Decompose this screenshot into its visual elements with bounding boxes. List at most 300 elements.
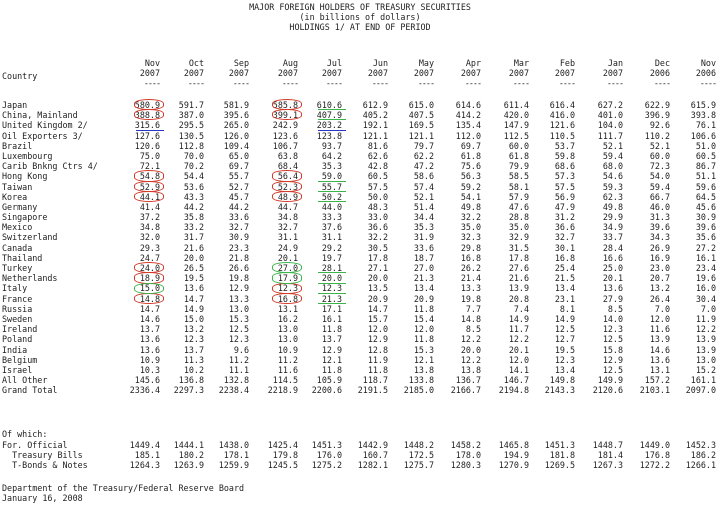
table-cell: 11.8 xyxy=(321,364,342,375)
table-cell: 2143.3 xyxy=(544,385,575,396)
table-cell: 12.2 xyxy=(695,324,716,335)
table-cell: 16.1 xyxy=(321,313,342,324)
table-cell: 52.3 xyxy=(277,181,298,192)
table-row xyxy=(0,141,720,151)
table-cell: 12.3 xyxy=(277,283,298,294)
row-label: Brazil xyxy=(2,140,33,151)
table-cell: 13.0 xyxy=(695,354,716,365)
release-date: January 16, 2008 xyxy=(2,493,83,503)
table-cell: 32.9 xyxy=(508,232,529,243)
table-cell: 178.1 xyxy=(223,450,249,461)
table-cell: 112.0 xyxy=(455,130,481,141)
table-cell: 52.7 xyxy=(228,181,249,192)
column-header-rule: ---- xyxy=(606,78,623,88)
column-header-year: 2007 xyxy=(367,68,388,78)
green-underline-annotation xyxy=(318,201,346,202)
table-cell: 12.9 xyxy=(602,354,623,365)
column-header xyxy=(531,58,575,88)
green-underline-annotation xyxy=(318,109,346,110)
row-label: For. Official xyxy=(2,440,68,450)
table-cell: 44.7 xyxy=(277,201,298,212)
table-cell: 147.9 xyxy=(503,120,529,131)
column-header-rule: ---- xyxy=(232,78,249,88)
blue-underline-annotation xyxy=(136,130,164,131)
table-row xyxy=(0,192,720,202)
table-cell: 133.8 xyxy=(408,375,434,386)
table-cell: 242.9 xyxy=(272,120,298,131)
row-label: China, Mainland xyxy=(2,110,78,121)
table-row xyxy=(0,120,720,130)
green-underline-annotation xyxy=(318,272,346,273)
table-cell: 585.8 xyxy=(272,100,298,110)
table-cell: 11.8 xyxy=(413,334,434,345)
row-label: Mexico xyxy=(2,222,33,233)
table-cell: 17.8 xyxy=(508,252,529,263)
table-cell: 28.1 xyxy=(321,263,342,273)
table-cell: 32.7 xyxy=(554,232,575,243)
table-cell: 30.1 xyxy=(554,242,575,253)
table-cell: 2297.3 xyxy=(173,385,204,396)
table-cell: 43.3 xyxy=(183,191,204,202)
column-header-year: 2007 xyxy=(183,68,204,78)
table-cell: 33.6 xyxy=(413,242,434,253)
table-cell: 33.2 xyxy=(183,222,204,233)
row-label: Taiwan xyxy=(2,181,33,192)
table-cell: 23.4 xyxy=(695,263,716,273)
table-cell: 21.3 xyxy=(413,273,434,284)
table-cell: 14.1 xyxy=(508,364,529,375)
table-cell: 60.0 xyxy=(649,150,670,161)
table-cell: 33.0 xyxy=(367,212,388,223)
table-cell: 20.9 xyxy=(367,293,388,304)
row-label: Italy xyxy=(2,283,28,294)
report-subtitle: HOLDINGS 1/ AT END OF PERIOD xyxy=(289,22,431,32)
table-cell: 178.0 xyxy=(455,450,481,461)
table-cell: 13.8 xyxy=(413,364,434,375)
table-cell: 11.2 xyxy=(277,354,298,365)
table-cell: 111.7 xyxy=(597,130,623,141)
table-cell: 130.5 xyxy=(178,130,204,141)
table-cell: 32.7 xyxy=(277,222,298,233)
table-cell: 24.0 xyxy=(139,263,160,273)
table-cell: 123.8 xyxy=(316,130,342,141)
table-cell: 12.5 xyxy=(602,364,623,375)
column-header-month: May xyxy=(418,58,434,68)
table-cell: 49.8 xyxy=(602,201,623,212)
table-cell: 21.4 xyxy=(460,273,481,284)
table-cell: 121.6 xyxy=(549,120,575,131)
table-row xyxy=(0,440,720,450)
table-cell: 13.9 xyxy=(649,334,670,345)
table-row xyxy=(0,110,720,120)
table-cell: 192.1 xyxy=(362,120,388,131)
column-header xyxy=(390,58,434,88)
table-cell: 54.8 xyxy=(139,171,160,182)
table-cell: 26.5 xyxy=(183,263,204,273)
table-row xyxy=(0,263,720,273)
table-cell: 49.8 xyxy=(460,201,481,212)
column-header-month: Apr xyxy=(465,58,481,68)
table-cell: 13.4 xyxy=(554,364,575,375)
table-cell: 47.9 xyxy=(554,201,575,212)
table-cell: 27.1 xyxy=(367,263,388,273)
table-cell: 393.8 xyxy=(690,110,716,121)
table-cell: 79.9 xyxy=(508,161,529,172)
column-header xyxy=(626,58,670,88)
table-cell: 34.3 xyxy=(649,232,670,243)
table-cell: 13.1 xyxy=(649,364,670,375)
table-row xyxy=(0,243,720,253)
column-header xyxy=(116,58,160,88)
table-cell: 121.1 xyxy=(408,130,434,141)
table-cell: 50.2 xyxy=(321,191,342,202)
table-cell: 1272.2 xyxy=(639,460,670,471)
table-cell: 169.5 xyxy=(408,120,434,131)
column-header xyxy=(344,58,388,88)
table-cell: 13.4 xyxy=(413,283,434,294)
table-cell: 179.8 xyxy=(272,450,298,461)
column-header-month: Jan xyxy=(607,58,623,68)
table-cell: 401.0 xyxy=(597,110,623,121)
column-header-year: 2007 xyxy=(508,68,529,78)
table-cell: 29.3 xyxy=(139,242,160,253)
table-cell: 160.7 xyxy=(362,450,388,461)
table-cell: 610.6 xyxy=(316,100,342,110)
table-cell: 14.6 xyxy=(139,313,160,324)
table-row xyxy=(0,385,720,395)
table-cell: 54.4 xyxy=(183,171,204,182)
table-cell: 11.6 xyxy=(649,324,670,335)
table-cell: 64.2 xyxy=(321,150,342,161)
column-header xyxy=(254,58,298,88)
table-cell: 32.2 xyxy=(460,212,481,223)
column-header-rule: ---- xyxy=(143,78,160,88)
table-cell: 50.0 xyxy=(367,191,388,202)
table-cell: 17.8 xyxy=(367,252,388,263)
table-cell: 110.5 xyxy=(549,130,575,141)
column-header-rule: ---- xyxy=(653,78,670,88)
table-cell: 11.8 xyxy=(321,324,342,335)
table-cell: 21.6 xyxy=(508,273,529,284)
table-cell: 105.9 xyxy=(316,375,342,386)
table-row xyxy=(0,232,720,242)
table-cell: 14.6 xyxy=(649,344,670,355)
table-row xyxy=(0,100,720,110)
table-cell: 51.1 xyxy=(695,171,716,182)
table-cell: 20.1 xyxy=(602,273,623,284)
table-cell: 11.3 xyxy=(183,354,204,365)
green-underline-annotation xyxy=(318,191,346,192)
row-label: Sweden xyxy=(2,313,33,324)
table-cell: 33.3 xyxy=(321,212,342,223)
table-cell: 53.6 xyxy=(183,181,204,192)
table-cell: 68.6 xyxy=(554,161,575,172)
column-header-year: 2006 xyxy=(695,68,716,78)
table-cell: 14.7 xyxy=(183,293,204,304)
column-header xyxy=(437,58,481,88)
table-cell: 13.2 xyxy=(649,283,670,294)
table-cell: 407.9 xyxy=(316,110,342,121)
table-cell: 16.9 xyxy=(649,252,670,263)
table-cell: 581.9 xyxy=(223,100,249,110)
table-cell: 16.1 xyxy=(695,252,716,263)
report-title: MAJOR FOREIGN HOLDERS OF TREASURY SECURITIES xyxy=(249,2,471,12)
table-cell: 1438.0 xyxy=(218,440,249,450)
row-label: Israel xyxy=(2,364,33,375)
table-cell: 11.8 xyxy=(367,364,388,375)
table-cell: 64.5 xyxy=(695,191,716,202)
table-cell: 123.6 xyxy=(272,130,298,141)
column-header-rule: ---- xyxy=(699,78,716,88)
table-cell: 56.4 xyxy=(277,171,298,182)
table-cell: 11.1 xyxy=(228,364,249,375)
table-cell: 580.9 xyxy=(134,100,160,110)
table-cell: 611.4 xyxy=(503,100,529,110)
table-cell: 2097.0 xyxy=(685,385,716,396)
table-row xyxy=(0,375,720,385)
row-label: Carib Bnkng Ctrs 4/ xyxy=(2,161,98,172)
table-cell: 29.8 xyxy=(460,242,481,253)
table-cell: 24.7 xyxy=(139,252,160,263)
table-cell: 47.6 xyxy=(508,201,529,212)
table-cell: 13.9 xyxy=(695,344,716,355)
table-cell: 13.0 xyxy=(277,324,298,335)
table-cell: 1465.8 xyxy=(498,440,529,450)
table-cell: 12.0 xyxy=(649,313,670,324)
table-cell: 81.6 xyxy=(367,140,388,151)
table-cell: 32.0 xyxy=(139,232,160,243)
table-cell: 69.7 xyxy=(228,161,249,172)
table-cell: 39.6 xyxy=(695,222,716,233)
table-cell: 11.6 xyxy=(277,364,298,375)
table-cell: 58.1 xyxy=(508,181,529,192)
table-cell: 14.9 xyxy=(508,313,529,324)
table-cell: 23.0 xyxy=(649,263,670,273)
table-cell: 27.2 xyxy=(695,242,716,253)
table-cell: 48.3 xyxy=(367,201,388,212)
row-label: Luxembourg xyxy=(2,150,53,161)
row-label: All Other xyxy=(2,375,48,386)
table-row xyxy=(0,345,720,355)
report-units: (in billions of dollars) xyxy=(299,12,421,22)
table-cell: 1267.3 xyxy=(592,460,623,471)
table-cell: 15.2 xyxy=(695,364,716,375)
table-row xyxy=(0,283,720,293)
table-cell: 15.8 xyxy=(602,344,623,355)
table-row xyxy=(0,182,720,192)
table-cell: 106.6 xyxy=(690,130,716,141)
table-cell: 388.8 xyxy=(134,110,160,121)
table-cell: 186.2 xyxy=(690,450,716,461)
table-cell: 72.1 xyxy=(139,161,160,172)
table-cell: 1269.5 xyxy=(544,460,575,471)
table-cell: 26.4 xyxy=(649,293,670,304)
table-cell: 19.8 xyxy=(460,293,481,304)
table-cell: 295.5 xyxy=(178,120,204,131)
table-cell: 145.6 xyxy=(134,375,160,386)
row-label: Thailand xyxy=(2,252,43,263)
row-label: Treasury Bills xyxy=(2,450,83,461)
table-cell: 399.1 xyxy=(272,110,298,121)
table-cell: 13.9 xyxy=(695,334,716,345)
column-header-rule: ---- xyxy=(371,78,388,88)
table-cell: 32.3 xyxy=(460,232,481,243)
holdings-table xyxy=(0,100,720,395)
table-cell: 23.1 xyxy=(554,293,575,304)
table-cell: 92.6 xyxy=(649,120,670,131)
green-underline-annotation xyxy=(318,303,346,304)
table-cell: 25.0 xyxy=(602,263,623,273)
table-cell: 66.7 xyxy=(649,191,670,202)
table-cell: 2103.1 xyxy=(639,385,670,396)
table-row xyxy=(0,253,720,263)
table-cell: 33.7 xyxy=(602,232,623,243)
table-cell: 54.0 xyxy=(649,171,670,182)
row-label: Poland xyxy=(2,334,33,345)
table-cell: 31.3 xyxy=(649,212,670,223)
table-cell: 47.2 xyxy=(413,161,434,172)
row-label: Hong Kong xyxy=(2,171,48,182)
table-cell: 32.7 xyxy=(228,222,249,233)
table-cell: 12.9 xyxy=(228,283,249,294)
column-header-rule: ---- xyxy=(325,78,342,88)
column-header-year: 2007 xyxy=(277,68,298,78)
table-cell: 176.0 xyxy=(316,450,342,461)
green-underline-annotation xyxy=(318,181,346,182)
table-cell: 7.0 xyxy=(654,303,670,314)
table-cell: 13.3 xyxy=(460,283,481,294)
table-cell: 20.1 xyxy=(277,252,298,263)
blue-underline-annotation xyxy=(318,130,346,131)
table-cell: 93.7 xyxy=(321,140,342,151)
table-cell: 14.8 xyxy=(139,293,160,304)
table-row xyxy=(0,212,720,222)
row-label: Canada xyxy=(2,242,33,253)
table-cell: 13.6 xyxy=(649,354,670,365)
table-cell: 31.2 xyxy=(554,212,575,223)
table-cell: 57.9 xyxy=(508,191,529,202)
table-cell: 59.3 xyxy=(602,181,623,192)
row-label: T-Bonds & Notes xyxy=(2,460,88,471)
column-header xyxy=(485,58,529,88)
table-cell: 62.3 xyxy=(602,191,623,202)
table-cell: 1442.9 xyxy=(357,440,388,450)
table-cell: 591.7 xyxy=(178,100,204,110)
table-cell: 18.9 xyxy=(139,273,160,284)
table-cell: 56.9 xyxy=(554,191,575,202)
table-cell: 24.9 xyxy=(277,242,298,253)
row-label: Grand Total xyxy=(2,385,58,396)
table-cell: 135.4 xyxy=(455,120,481,131)
table-cell: 13.0 xyxy=(228,303,249,314)
table-cell: 35.8 xyxy=(183,212,204,223)
table-cell: 614.6 xyxy=(455,100,481,110)
column-header-month: Nov xyxy=(700,58,716,68)
table-cell: 36.6 xyxy=(554,222,575,233)
table-row xyxy=(0,314,720,324)
table-cell: 7.4 xyxy=(513,303,529,314)
table-cell: 8.1 xyxy=(559,303,575,314)
table-cell: 35.6 xyxy=(695,232,716,243)
table-cell: 29.9 xyxy=(602,212,623,223)
column-header-rule: ---- xyxy=(187,78,204,88)
table-cell: 27.9 xyxy=(602,293,623,304)
table-cell: 13.4 xyxy=(554,283,575,294)
row-label: Germany xyxy=(2,201,38,212)
table-cell: 15.4 xyxy=(413,313,434,324)
table-cell: 29.2 xyxy=(321,242,342,253)
table-cell: 69.7 xyxy=(460,140,481,151)
table-cell: 10.3 xyxy=(139,364,160,375)
table-cell: 26.6 xyxy=(228,263,249,273)
table-row xyxy=(0,171,720,181)
table-cell: 414.2 xyxy=(455,110,481,121)
table-cell: 13.2 xyxy=(183,324,204,335)
table-cell: 59.6 xyxy=(695,181,716,192)
table-cell: 2185.0 xyxy=(403,385,434,396)
table-cell: 10.2 xyxy=(183,364,204,375)
table-cell: 48.9 xyxy=(277,191,298,202)
table-row xyxy=(0,151,720,161)
table-cell: 17.1 xyxy=(321,303,342,314)
table-cell: 20.0 xyxy=(183,252,204,263)
table-cell: 65.0 xyxy=(228,150,249,161)
table-cell: 627.2 xyxy=(597,100,623,110)
table-cell: 45.7 xyxy=(228,191,249,202)
table-cell: 19.6 xyxy=(695,273,716,284)
table-cell: 23.3 xyxy=(228,242,249,253)
table-cell: 121.1 xyxy=(362,130,388,141)
table-cell: 34.8 xyxy=(277,212,298,223)
table-cell: 45.6 xyxy=(695,201,716,212)
table-cell: 1280.3 xyxy=(450,460,481,471)
row-label: United Kingdom 2/ xyxy=(2,120,88,131)
table-cell: 60.5 xyxy=(367,171,388,182)
table-cell: 54.6 xyxy=(602,171,623,182)
table-cell: 12.1 xyxy=(321,354,342,365)
table-cell: 13.6 xyxy=(183,283,204,294)
table-row xyxy=(0,365,720,375)
table-row xyxy=(0,450,720,460)
table-cell: 59.2 xyxy=(460,181,481,192)
row-label: Belgium xyxy=(2,354,38,365)
table-cell: 44.0 xyxy=(321,201,342,212)
table-cell: 31.1 xyxy=(277,232,298,243)
row-label: Oil Exporters 3/ xyxy=(2,130,83,141)
table-cell: 616.4 xyxy=(549,100,575,110)
table-cell: 11.9 xyxy=(695,313,716,324)
table-cell: 37.2 xyxy=(139,212,160,223)
table-cell: 387.0 xyxy=(178,110,204,121)
table-cell: 2218.9 xyxy=(267,385,298,396)
table-cell: 60.0 xyxy=(508,140,529,151)
table-cell: 12.9 xyxy=(321,344,342,355)
table-cell: 52.1 xyxy=(413,191,434,202)
table-cell: 180.2 xyxy=(178,450,204,461)
table-cell: 13.7 xyxy=(321,334,342,345)
table-cell: 13.6 xyxy=(139,344,160,355)
table-cell: 55.7 xyxy=(321,181,342,192)
table-cell: 12.0 xyxy=(413,324,434,335)
table-cell: 14.9 xyxy=(183,303,204,314)
table-cell: 2166.7 xyxy=(450,385,481,396)
table-cell: 1259.9 xyxy=(218,460,249,471)
table-cell: 12.1 xyxy=(413,354,434,365)
column-header-rule: ---- xyxy=(558,78,575,88)
table-cell: 315.6 xyxy=(134,120,160,131)
green-underline-annotation xyxy=(318,119,346,120)
table-cell: 13.8 xyxy=(460,364,481,375)
